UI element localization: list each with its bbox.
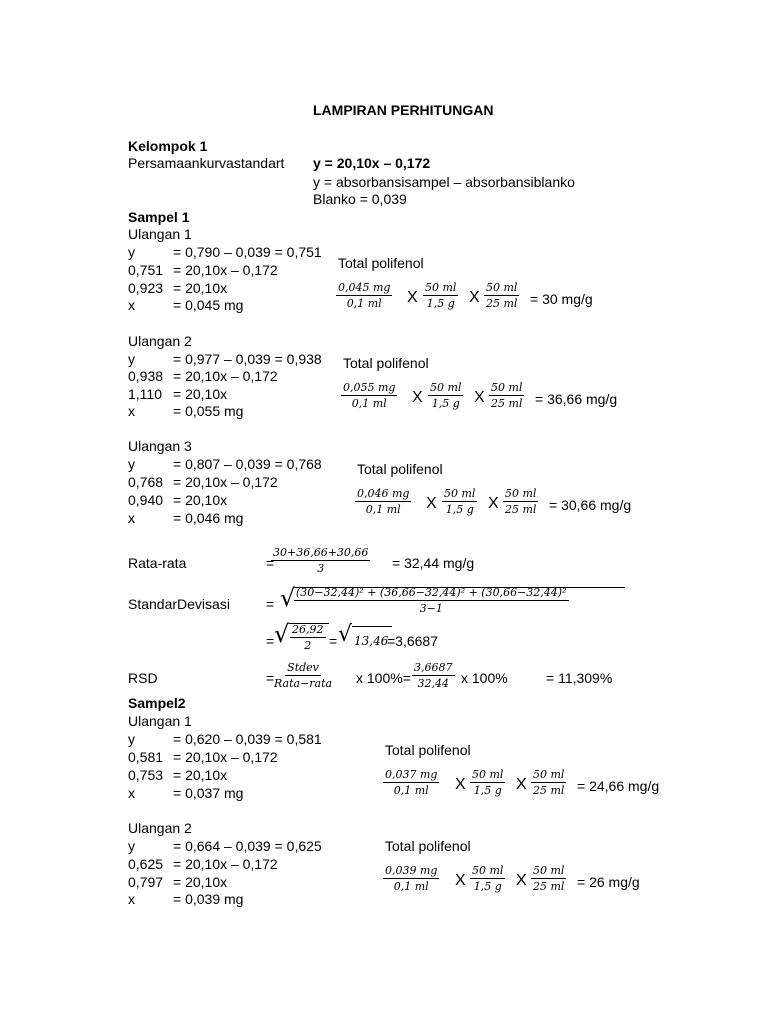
fraction-numerator: 26,92 xyxy=(292,623,324,636)
calc-var: 0,797 xyxy=(128,874,164,890)
calc-var: 0,938 xyxy=(128,368,164,384)
calc-var: 0,923 xyxy=(128,280,164,296)
calc-expr: = 0,664 – 0,039 = 0,625 xyxy=(173,838,322,854)
volume-per-weight-fraction xyxy=(423,281,458,310)
equals-sign: = xyxy=(266,633,275,649)
calc-expr: = 20,10x xyxy=(173,767,228,783)
replicate-label: Ulangan 3 xyxy=(128,438,192,454)
multiply-sign: X xyxy=(474,389,485,406)
calc-expr: = 20,10x – 0,172 xyxy=(173,856,278,872)
rsd-fraction xyxy=(272,661,334,690)
equals-sign: = xyxy=(329,633,338,649)
sqrt-bar xyxy=(352,626,392,627)
multiply-sign: X xyxy=(516,776,527,793)
total-polyphenol-label: Total polifenol xyxy=(338,255,424,271)
total-polyphenol-result: = 36,66 mg/g xyxy=(535,391,618,407)
calc-var: 0,940 xyxy=(128,492,164,508)
sqrt-symbol: √ xyxy=(280,584,296,612)
fraction-denominator: 1,5 g xyxy=(445,503,474,516)
total-polyphenol-result: = 26 mg/g xyxy=(577,874,640,890)
fraction-denominator: 1,5 g xyxy=(431,397,460,410)
volume-per-weight-fraction xyxy=(470,768,505,797)
fraction-numerator: 50 ml xyxy=(430,381,462,394)
fraction-denominator: 3 xyxy=(317,562,325,575)
fraction-numerator: 50 ml xyxy=(472,864,504,877)
calc-expr: = 0,620 – 0,039 = 0,581 xyxy=(173,731,322,747)
multiply-sign: X xyxy=(455,776,466,793)
calc-var: x xyxy=(128,510,135,526)
fraction-numerator: 50 ml xyxy=(533,864,565,877)
rsd-multiplier: x 100%= xyxy=(356,670,411,686)
fraction-numerator: 50 ml xyxy=(425,281,457,294)
multiply-sign: X xyxy=(516,872,527,889)
calc-var: y xyxy=(128,838,135,854)
variance-fraction xyxy=(290,623,326,652)
standard-curve-equation: y = 20,10x – 0,172 xyxy=(313,155,431,171)
fraction-numerator: 50 ml xyxy=(486,281,518,294)
calc-var: y xyxy=(128,244,135,260)
fraction-denominator: 1,5 g xyxy=(473,784,502,797)
fraction-denominator: 25 ml xyxy=(491,397,523,410)
fraction-numerator: 0,055 mg xyxy=(343,381,396,394)
variance-value: 13,46 xyxy=(354,634,389,648)
calc-expr: = 0,039 mg xyxy=(173,891,244,907)
equals-sign: = xyxy=(266,596,275,612)
fraction-numerator: 0,046 mg xyxy=(357,487,410,500)
mean-result: = 32,44 mg/g xyxy=(392,555,475,571)
calc-expr: = 20,10x xyxy=(173,874,228,890)
calc-var: 0,751 xyxy=(128,262,164,278)
fraction-numerator: 50 ml xyxy=(472,768,504,781)
fraction-numerator: 50 ml xyxy=(533,768,565,781)
fraction-denominator: 25 ml xyxy=(533,880,565,893)
multiply-sign: X xyxy=(412,389,423,406)
dilution-fraction xyxy=(484,281,519,310)
fraction-numerator: 50 ml xyxy=(505,487,537,500)
calc-expr: = 0,790 – 0,039 = 0,751 xyxy=(173,244,322,260)
total-polyphenol-result: = 30,66 mg/g xyxy=(549,497,632,513)
volume-per-weight-fraction xyxy=(428,381,463,410)
volume-per-weight-fraction xyxy=(470,864,505,893)
calc-expr: = 20,10x – 0,172 xyxy=(173,749,278,765)
replicate-label: Ulangan 1 xyxy=(128,226,192,242)
dilution-fraction xyxy=(489,381,524,410)
calc-expr: = 20,10x – 0,172 xyxy=(173,368,278,384)
fraction-numerator: 50 ml xyxy=(491,381,523,394)
sqrt-symbol: √ xyxy=(338,622,353,647)
mass-fraction xyxy=(383,864,439,893)
total-polyphenol-result: = 30 mg/g xyxy=(530,291,593,307)
std-dev-fraction xyxy=(294,586,569,615)
total-polyphenol-label: Total polifenol xyxy=(385,742,471,758)
calc-var: 0,753 xyxy=(128,767,164,783)
calc-var: 0,581 xyxy=(128,749,164,765)
multiply-sign: X xyxy=(407,289,418,306)
calc-var: y xyxy=(128,351,135,367)
calc-expr: = 0,807 – 0,039 = 0,768 xyxy=(173,456,322,472)
multiply-sign: X xyxy=(455,872,466,889)
fraction-denominator: 0,1 ml xyxy=(346,297,382,310)
mean-fraction xyxy=(271,546,370,575)
calc-expr: = 0,055 mg xyxy=(173,403,244,419)
calc-var: 1,110 xyxy=(128,386,162,402)
calc-var: y xyxy=(128,731,135,747)
fraction-numerator: Stdev xyxy=(287,661,319,674)
sample-heading: Sampel 1 xyxy=(128,209,190,225)
dilution-fraction xyxy=(503,487,538,516)
total-polyphenol-label: Total polifenol xyxy=(343,355,429,371)
calc-var: y xyxy=(128,456,135,472)
fraction-denominator: 0,1 ml xyxy=(393,784,429,797)
fraction-denominator: 32,44 xyxy=(417,677,449,690)
equals-sign: = xyxy=(266,555,275,571)
rsd-result: = 11,309% xyxy=(546,670,613,686)
sqrt-symbol: √ xyxy=(274,620,290,648)
std-dev-label: StandarDevisasi xyxy=(128,596,230,612)
fraction-denominator: 1,5 g xyxy=(426,297,455,310)
dilution-fraction xyxy=(531,864,566,893)
fraction-numerator: 50 ml xyxy=(444,487,476,500)
calc-expr: = 20,10x xyxy=(173,386,228,402)
replicate-label: Ulangan 1 xyxy=(128,713,192,729)
group-heading: Kelompok 1 xyxy=(128,138,208,154)
fraction-denominator: 2 xyxy=(304,639,312,652)
standard-curve-label: Persamaankurvastandart xyxy=(128,155,285,171)
calc-var: x xyxy=(128,891,135,907)
calc-expr: = 20,10x xyxy=(173,280,228,296)
absorbance-definition: y = absorbansisampel – absorbansiblanko xyxy=(313,174,575,190)
rsd-value-fraction xyxy=(412,661,455,690)
rsd-label: RSD xyxy=(128,670,158,686)
fraction-numerator: 0,045 mg xyxy=(338,281,391,294)
fraction-numerator: 3,6687 xyxy=(414,661,453,674)
calc-expr: = 0,037 mg xyxy=(173,785,244,801)
calc-var: 0,768 xyxy=(128,474,164,490)
mass-fraction xyxy=(355,487,411,516)
fraction-denominator: 0,1 ml xyxy=(393,880,429,893)
page-title: LAMPIRAN PERHITUNGAN xyxy=(313,102,494,118)
calc-var: x xyxy=(128,297,135,313)
multiply-sign: X xyxy=(426,495,437,512)
calc-var: x xyxy=(128,403,135,419)
total-polyphenol-result: = 24,66 mg/g xyxy=(577,778,660,794)
fraction-denominator: 1,5 g xyxy=(473,880,502,893)
fraction-denominator: Rata−rata xyxy=(274,677,333,690)
rsd-percent: x 100% xyxy=(461,670,508,686)
fraction-denominator: 25 ml xyxy=(533,784,565,797)
fraction-numerator: 30+36,66+30,66 xyxy=(273,546,369,559)
volume-per-weight-fraction xyxy=(442,487,477,516)
fraction-numerator: 0,039 mg xyxy=(385,864,438,877)
calc-expr: = 0,977 – 0,039 = 0,938 xyxy=(173,351,322,367)
fraction-numerator: 0,037 mg xyxy=(385,768,438,781)
total-polyphenol-label: Total polifenol xyxy=(357,461,443,477)
fraction-denominator: 0,1 ml xyxy=(351,397,387,410)
total-polyphenol-label: Total polifenol xyxy=(385,838,471,854)
multiply-sign: X xyxy=(488,495,499,512)
replicate-label: Ulangan 2 xyxy=(128,820,192,836)
equals-sign: = xyxy=(266,670,275,686)
fraction-denominator: 25 ml xyxy=(505,503,537,516)
fraction-denominator: 3−1 xyxy=(419,602,443,615)
calc-var: x xyxy=(128,785,135,801)
fraction-denominator: 0,1 ml xyxy=(365,503,401,516)
calc-var: 0,625 xyxy=(128,856,164,872)
replicate-label: Ulangan 2 xyxy=(128,333,192,349)
calc-expr: = 20,10x xyxy=(173,492,228,508)
calc-expr: = 0,046 mg xyxy=(173,510,244,526)
mean-label: Rata-rata xyxy=(128,555,187,571)
fraction-numerator: (30−32,44)² + (36,66−32,44)² + (30,66−32,44)² xyxy=(296,586,567,599)
calc-expr: = 20,10x – 0,172 xyxy=(173,262,278,278)
multiply-sign: X xyxy=(469,289,480,306)
calc-expr: = 0,045 mg xyxy=(173,297,244,313)
mass-fraction xyxy=(336,281,392,310)
calc-expr: = 20,10x – 0,172 xyxy=(173,474,278,490)
std-dev-result: =3,6687 xyxy=(387,633,438,649)
blank-value: Blanko = 0,039 xyxy=(313,191,407,207)
sample-heading: Sampel2 xyxy=(128,695,186,711)
mass-fraction xyxy=(383,768,439,797)
dilution-fraction xyxy=(531,768,566,797)
fraction-denominator: 25 ml xyxy=(486,297,518,310)
mass-fraction xyxy=(341,381,397,410)
